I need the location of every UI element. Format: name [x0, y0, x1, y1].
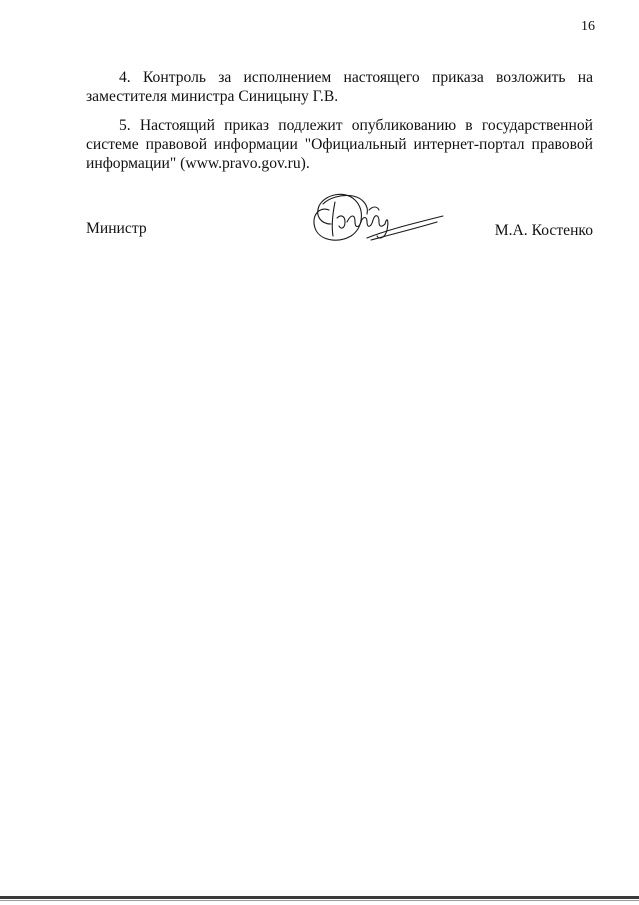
signer-position: Министр [86, 220, 147, 237]
signature-block [86, 210, 593, 270]
paragraph-5: 5. Настоящий приказ подлежит опубликованию в государственной системе правовой информации "Официальный интернет-портал правовой информации" (www.pravo.gov.ru). [86, 117, 593, 172]
page-bottom-edge [0, 896, 639, 899]
paragraph-4: 4. Контроль за исполнением настоящего приказа возложить на заместителя министра Синицыну Г.В. [86, 69, 593, 105]
page-bottom-edge-shadow [0, 900, 639, 901]
handwritten-signature [307, 180, 447, 252]
signer-name: М.А. Костенко [494, 222, 593, 239]
page-number: 16 [581, 19, 595, 34]
